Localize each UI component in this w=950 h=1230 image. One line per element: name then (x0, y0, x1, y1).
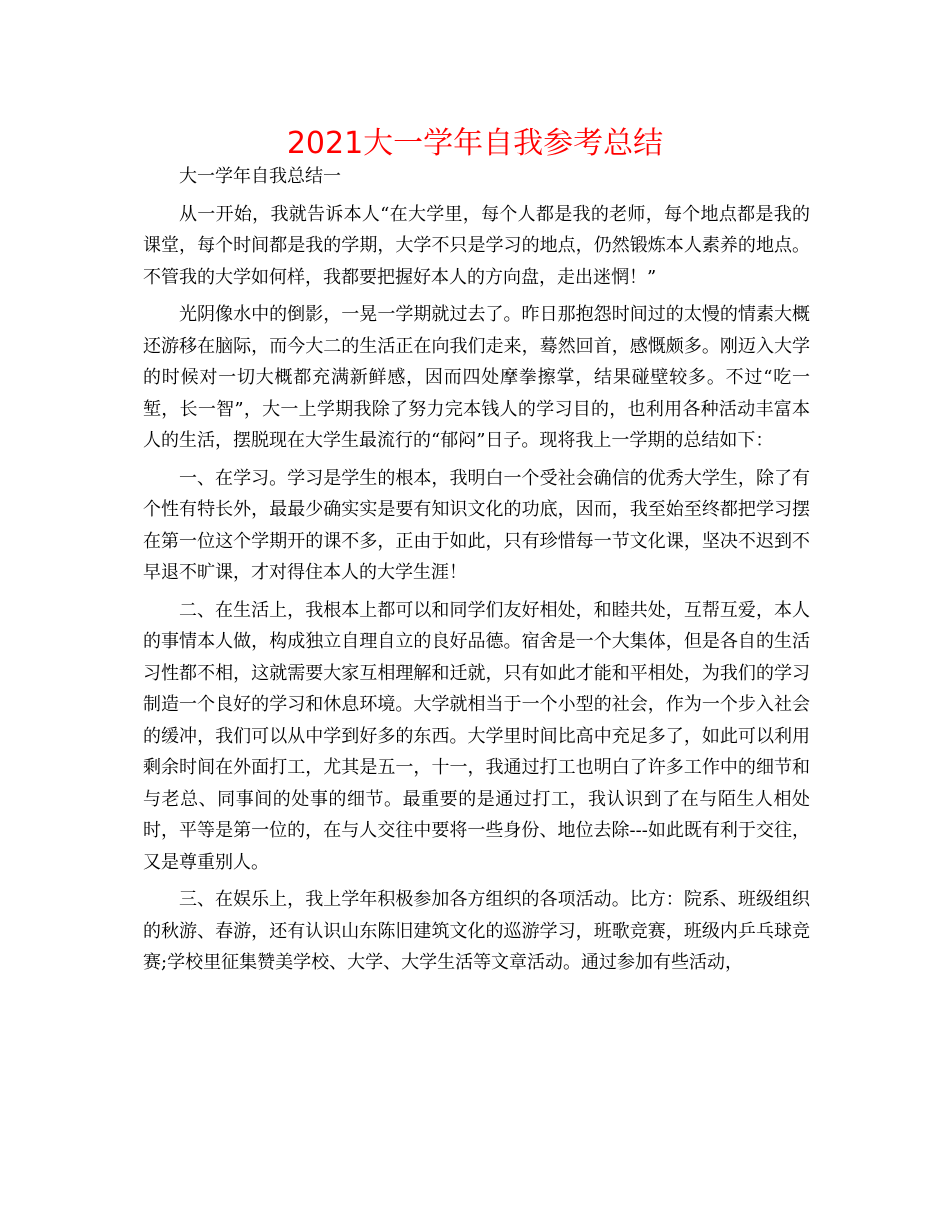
body-paragraph: 光阴像水中的倒影，一晃一学期就过去了。昨日那抱怨时间过的太慢的情素大概还游移在脑际，而今大二的生活正在向我们走来，蓦然回首，感慨颇多。刚迈入大学的时候对一切大概都充满新鲜感，因而四处摩拳擦掌，结果碰壁较多。不过“吃一堑，长一智”，大一上学期我除了努力完本钱人的学习目的，也利用各种活动丰富本人的生活，摆脱现在大学生最流行的“郁闷”日子。现将我上一学期的总结如下： (143, 304, 810, 451)
body-paragraph: 二、在生活上，我根本上都可以和同学们友好相处，和睦共处，互帮互爱，本人的事情本人做，构成独立自理自立的良好品德。宿舍是一个大集体，但是各自的生活习性都不相，这就需要大家互相理解和迁就，只有如此才能和平相处，为我们的学习制造一个良好的学习和休息环境。大学就相当于一个小型的社会，作为一个步入社会的缓冲，我们可以从中学到好多的东西。大学里时间比高中充足多了，如此可以利用剩余时间在外面打工，尤其是五一，十一，我通过打工也明白了许多工作中的细节和与老总、同事间的处事的细节。最重要的是通过打工，我认识到了在与陌生人相处时，平等是第一位的，在与人交往中要将一些身份、地位去除---如此既有利于交往，又是尊重别人。 (143, 599, 810, 873)
document-body (143, 161, 810, 979)
body-paragraph: 一、在学习。学习是学生的根本，我明白一个受社会确信的优秀大学生，除了有个性有特长外，最最少确实实是要有知识文化的功底，因而，我至始至终都把学习摆在第一位这个学期开的课不多，正由于如此，只有珍惜每一节文化课，坚决不迟到不早退不旷课，才对得住本人的大学生涯！ (143, 467, 810, 583)
section-heading: 大一学年自我总结一 (179, 166, 341, 187)
body-paragraph: 三、在娱乐上，我上学年积极参加各方组织的各项活动。比方：院系、班级组织的秋游、春游，还有认识山东陈旧建筑文化的巡游学习，班歌竞赛，班级内乒乓球竞赛;学校里征集赞美学校、大学、大学生活等文章活动。通过参加有些活动， (143, 889, 810, 973)
body-paragraph: 从一开始，我就告诉本人“在大学里，每个人都是我的老师，每个地点都是我的课堂，每个时间都是我的学期，大学不只是学习的地点，仍然锻炼本人素养的地点。不管我的大学如何样，我都要把握好本人的方向盘，走出迷惘！” (143, 203, 810, 288)
document-title: 2021大一学年自我参考总结 (286, 126, 664, 161)
